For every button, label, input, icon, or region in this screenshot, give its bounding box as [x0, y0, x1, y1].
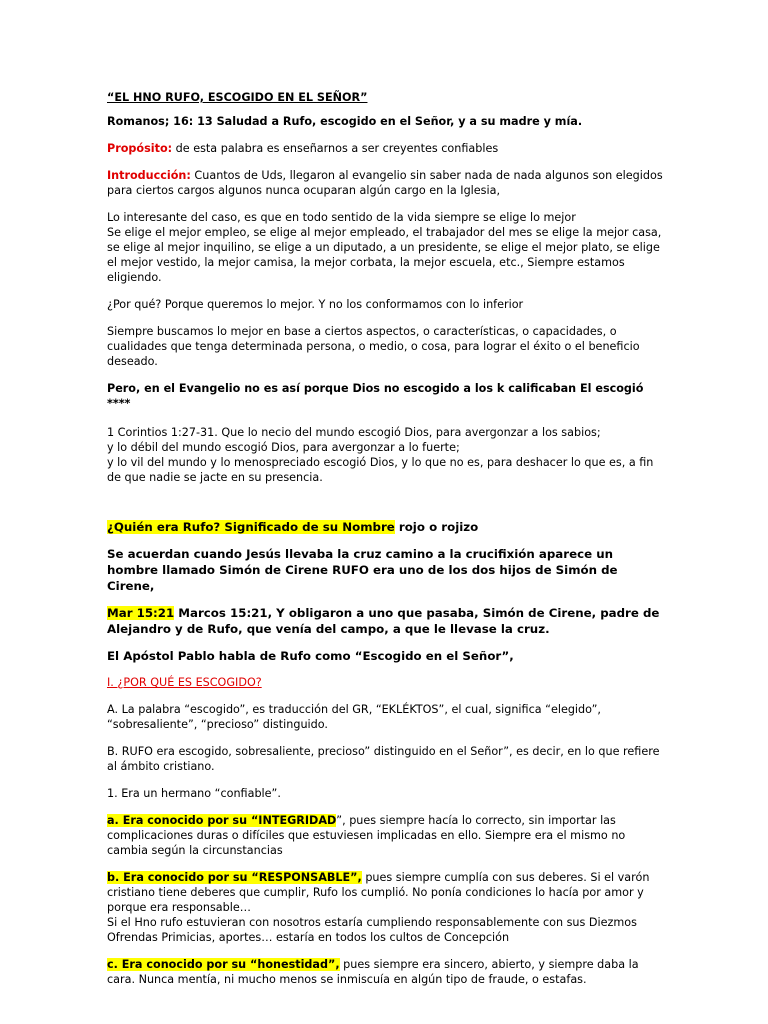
responsable-rest: pues siempre cumplía con sus deberes. Si el varón cristiano tiene deberes que cumplir, Rufo los cumplió. No ponía condiciones lo hacía por amor y porque era responsable…: [107, 871, 650, 914]
intro-label: Introducción:: [107, 169, 191, 182]
integridad-highlight: a. Era conocido por su “INTEGRIDAD: [107, 814, 337, 827]
section-heading-por-que-escogido: I. ¿POR QUÉ ES ESCOGIDO?: [107, 676, 262, 689]
honestidad-highlight: c. Era conocido por su “honestidad”,: [107, 958, 340, 971]
quien-rest: rojo o rojizo: [394, 520, 479, 534]
paragraph-b-rufo: B. RUFO era escogido, sobresaliente, precioso” distinguido en el Señor”, es decir, en lo que refiere al ámbito cristiano.: [107, 745, 660, 773]
paragraph-responsable: [107, 870, 667, 915]
heading-quien-era-rufo: [107, 519, 667, 535]
paragraph-marcos: [107, 605, 667, 637]
paragraph-integridad: [107, 813, 667, 858]
paragraph-responsable-2: Si el Hno rufo estuvieran con nosotros estaría cumpliendo responsablemente con sus Diezmos Ofrendas Primicias, aportes… estaría en todos los cultos de Concepción: [107, 916, 637, 944]
intro-text: Cuantos de Uds, llegaron al evangelio sin saber nada de nada algunos son elegidos para ciertos cargos algunos nunca ocuparan algún cargo en la Iglesia,: [107, 169, 663, 197]
purpose-paragraph: [107, 141, 667, 156]
paragraph-jesus-cruz: Se acuerdan cuando Jesús llevaba la cruz camino a la crucifixión aparece un hombre llamado Simón de Cirene RUFO era uno de los dos hijos de Simón de Cirene,: [107, 547, 618, 593]
paragraph-honestidad: [107, 957, 667, 987]
paragraph-a-escogido: A. La palabra “escogido”, es traducción del GR, “EKLÉKTOS”, el cual, significa “elegido”, “sobresaliente”, “precioso” distinguido.: [107, 703, 601, 731]
intro-paragraph: [107, 168, 667, 198]
corintios-line-3: y lo vil del mundo y lo menospreciado escogió Dios, y lo que no es, para deshacer lo que es, a fin de que nadie se jacte en su presencia.: [107, 456, 654, 484]
document-title: “EL HNO RUFO, ESCOGIDO EN EL SEÑOR”: [107, 91, 368, 104]
marcos-rest: Marcos 15:21, Y obligaron a uno que pasaba, Simón de Cirene, padre de Alejandro y de Rufo, que venía del campo, a que le llevase la cruz.: [107, 606, 660, 636]
corintios-line-1: 1 Corintios 1:27-31. Que lo necio del mundo escogió Dios, para avergonzar a los sabios;: [107, 426, 601, 439]
paragraph-por-que: ¿Por qué? Porque queremos lo mejor. Y no los conformamos con lo inferior: [107, 298, 524, 311]
marcos-highlight: Mar 15:21: [107, 606, 175, 620]
honestidad-rest: pues siempre era sincero, abierto, y siempre daba la cara. Nunca mentía, ni mucho menos se inmiscuía en algún tipo de fraude, o estafas.: [107, 958, 639, 986]
paragraph-interesante-2: Se elige el mejor empleo, se elige al mejor empleado, el trabajador del mes se elige la mejor casa, se elige al mejor inquilino, se elige a un diputado, a un presidente, se elige el mejor plato, se elige el mejor vestido, la mejor camisa, la mejor corbata, la mejor escuela, etc., Siempre estamos eligiendo.: [107, 226, 662, 284]
corintios-line-2: y lo débil del mundo escogió Dios, para avergonzar a lo fuerte;: [107, 441, 460, 454]
verse-romanos: Romanos; 16: 13 Saludad a Rufo, escogido en el Señor, y a su madre y mía.: [107, 115, 583, 128]
responsable-highlight: b. Era conocido por su “RESPONSABLE”,: [107, 871, 362, 884]
document-body: [107, 90, 667, 987]
purpose-label: Propósito:: [107, 142, 173, 155]
paragraph-interesante-1: Lo interesante del caso, es que en todo sentido de la vida siempre se elige lo mejor: [107, 211, 576, 224]
paragraph-siempre: Siempre buscamos lo mejor en base a ciertos aspectos, o características, o capacidades, o cualidades que tenga determinada persona, o medio, o cosa, para lograr el éxito o el beneficio deseado.: [107, 325, 640, 368]
paragraph-1-confiable: 1. Era un hermano “confiable”.: [107, 787, 281, 800]
quien-highlight: ¿Quién era Rufo? Significado de su Nombre: [107, 520, 395, 534]
integridad-rest: ”, pues siempre hacía lo correcto, sin importar las complicaciones duras o difíciles que estuviesen implicadas en ello. Siempre era el mismo no cambia según la circunstancias: [107, 814, 626, 857]
purpose-text: de esta palabra es enseñarnos a ser creyentes confiables: [172, 142, 499, 155]
paragraph-pero: Pero, en el Evangelio no es así porque Dios no escogido a los k calificaban El escogió ****: [107, 382, 644, 410]
paragraph-pablo: El Apóstol Pablo habla de Rufo como “Escogido en el Señor”,: [107, 649, 514, 663]
